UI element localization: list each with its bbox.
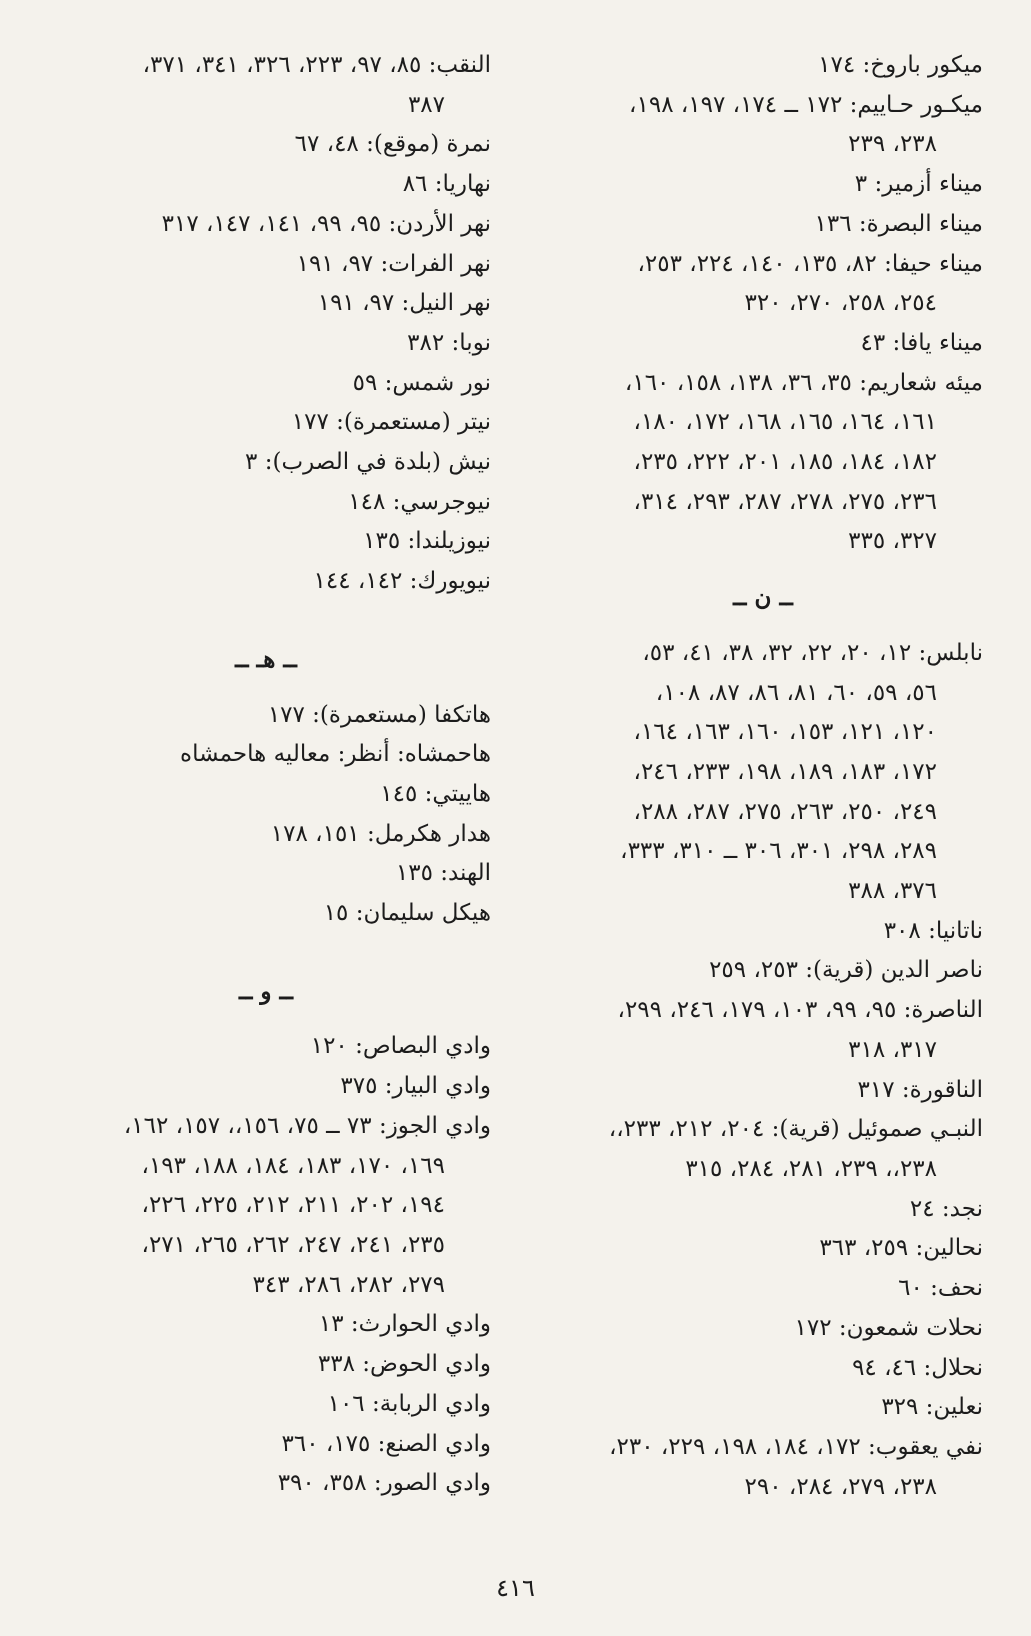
index-entry bbox=[41, 403, 491, 443]
entries-mim bbox=[543, 46, 983, 562]
index-entry-line: نحف: ٦٠ bbox=[898, 1275, 983, 1302]
index-entry-line: ميكور باروخ: ١٧٤ bbox=[818, 52, 983, 78]
index-entry-line: ميناء حيفا: ٨٢، ١٣٥، ١٤٠، ٢٢٤، ٢٥٣، bbox=[637, 250, 983, 277]
index-entry-continuation: ٢٣٥، ٢٤١، ٢٤٧، ٢٦٢، ٢٦٥، ٢٧١، bbox=[141, 1231, 445, 1258]
index-entry-line: وادي الحوض: ٣٣٨ bbox=[317, 1351, 491, 1378]
index-entry-line: نحلات شمعون: ١٧٢ bbox=[794, 1314, 983, 1341]
spacer bbox=[41, 602, 491, 624]
index-entry bbox=[543, 1071, 983, 1111]
index-entry-line: نابلس: ١٢، ٢٠، ٢٢، ٣٢، ٣٨، ٤١، ٥٣، bbox=[642, 639, 983, 666]
index-entry-line: نيويورك: ١٤٢، ١٤٤ bbox=[313, 568, 491, 595]
index-entry-line: وادي الصنع: ١٧٥، ٣٦٠ bbox=[281, 1430, 491, 1457]
index-entry-line: هاييتي: ١٤٥ bbox=[380, 780, 491, 807]
index-entry-continuation: ٢٣٨،، ٢٣٩، ٢٨١، ٢٨٤، ٣١٥ bbox=[685, 1155, 937, 1182]
index-entry bbox=[41, 1305, 491, 1345]
index-entry-line: وادي الصور: ٣٥٨، ٣٩٠ bbox=[277, 1470, 491, 1497]
index-entry bbox=[41, 775, 491, 815]
index-entry-continuation: ٢٣٨، ٢٧٩، ٢٨٤، ٢٩٠ bbox=[744, 1473, 937, 1500]
index-entry-line: نحالين: ٢٥٩، ٣٦٣ bbox=[819, 1235, 983, 1262]
index-entry bbox=[543, 1388, 983, 1428]
index-entry-line: ناتانيا: ٣٠٨ bbox=[883, 917, 983, 944]
index-entry bbox=[41, 1107, 491, 1306]
index-entry-continuation: ١٦١، ١٦٤، ١٦٥، ١٦٨، ١٧٢، ١٨٠، bbox=[633, 409, 937, 436]
index-entry bbox=[543, 1349, 983, 1389]
right-column bbox=[543, 46, 983, 1507]
index-entry bbox=[543, 951, 983, 991]
index-entry bbox=[543, 86, 983, 165]
index-entry bbox=[543, 1190, 983, 1230]
index-entry-line: نيوجرسي: ١٤٨ bbox=[348, 488, 491, 515]
entries-ha bbox=[41, 696, 491, 934]
index-entry bbox=[543, 46, 983, 86]
entries-nun-right bbox=[543, 634, 983, 1507]
index-entry-line: نور شمس: ٥٩ bbox=[352, 369, 491, 396]
index-entry-continuation: ٥٦، ٥٩، ٦٠، ٨١، ٨٦، ٨٧، ١٠٨، bbox=[655, 679, 937, 706]
index-entry bbox=[543, 1309, 983, 1349]
index-entry-line: وادي الحوارث: ١٣ bbox=[318, 1311, 491, 1338]
index-entry bbox=[543, 245, 983, 324]
index-entry bbox=[41, 46, 491, 125]
index-entry-continuation: ٣٢٧، ٣٣٥ bbox=[848, 528, 937, 555]
section-heading-ha: ــ هـ ــ bbox=[235, 645, 297, 673]
index-entry bbox=[543, 324, 983, 364]
index-entry-line: نهر الفرات: ٩٧، ١٩١ bbox=[296, 250, 491, 277]
index-entry bbox=[41, 1464, 491, 1504]
index-entry bbox=[41, 483, 491, 523]
index-entry bbox=[41, 1067, 491, 1107]
index-entry bbox=[41, 125, 491, 165]
index-entry-continuation: ٢٥٤، ٢٥٨، ٢٧٠، ٣٢٠ bbox=[744, 290, 937, 317]
left-column bbox=[41, 46, 491, 1504]
index-entry-line: وادي البصاص: ١٢٠ bbox=[310, 1033, 491, 1060]
index-entry bbox=[41, 1385, 491, 1425]
index-entry-line: نيوزيلندا: ١٣٥ bbox=[363, 528, 491, 555]
index-entry-continuation: ٢٨٩، ٢٩٨، ٣٠١، ٣٠٦ ــ ٣١٠، ٣٣٣، bbox=[620, 838, 937, 865]
index-entry-continuation: ٣٧٦، ٣٨٨ bbox=[848, 878, 937, 905]
index-entry-line: نهاريا: ٨٦ bbox=[402, 171, 491, 198]
page-number: ٤١٦ bbox=[496, 1574, 535, 1602]
index-entry-line: وادي الجوز: ٧٣ ــ ٧٥، ١٥٦،، ١٥٧، ١٦٢، bbox=[123, 1112, 491, 1139]
index-entry bbox=[41, 854, 491, 894]
index-entry-continuation: ٢٤٩، ٢٥٠، ٢٦٣، ٢٧٥، ٢٨٧، ٢٨٨، bbox=[633, 798, 937, 825]
index-entry-continuation: ١٦٩، ١٧٠، ١٨٣، ١٨٤، ١٨٨، ١٩٣، bbox=[141, 1152, 445, 1179]
index-entry-line: النبـي صموئيل (قرية): ٢٠٤، ٢١٢، ٢٣٣،، bbox=[608, 1116, 983, 1143]
index-entry-line: نهر النيل: ٩٧، ١٩١ bbox=[317, 290, 491, 317]
index-entry-line: نجد: ٢٤ bbox=[909, 1195, 983, 1222]
index-entry bbox=[41, 562, 491, 602]
index-entry-line: الهند: ١٣٥ bbox=[395, 860, 491, 887]
index-entry bbox=[543, 634, 983, 912]
index-entry-line: ميناء أزمير: ٣ bbox=[854, 171, 983, 198]
index-entry-continuation: ٣١٧، ٣١٨ bbox=[848, 1036, 937, 1063]
index-entry-continuation: ١٨٢، ١٨٤، ١٨٥، ٢٠١، ٢٢٢، ٢٣٥، bbox=[633, 449, 937, 476]
index-entry bbox=[41, 735, 491, 775]
index-entry bbox=[41, 1345, 491, 1385]
index-entry-line: نعلين: ٣٢٩ bbox=[881, 1394, 983, 1421]
index-entry-line: هاحمشاه: أنظر: معاليه هاحمشاه bbox=[180, 741, 491, 768]
index-entry-line: ميئه شعاريم: ٣٥، ٣٦، ١٣٨، ١٥٨، ١٦٠، bbox=[624, 369, 983, 396]
index-entry-line: هدار هكرمل: ١٥١، ١٧٨ bbox=[270, 820, 491, 847]
index-entry bbox=[41, 284, 491, 324]
index-entry bbox=[543, 1229, 983, 1269]
index-entry-continuation: ١٩٤، ٢٠٢، ٢١١، ٢١٢، ٢٢٥، ٢٢٦، bbox=[141, 1192, 445, 1219]
index-entry bbox=[543, 1428, 983, 1507]
index-entry bbox=[41, 815, 491, 855]
index-entry bbox=[41, 696, 491, 736]
index-entry bbox=[41, 443, 491, 483]
index-entry bbox=[543, 165, 983, 205]
entries-nun-left bbox=[41, 46, 491, 602]
index-entry-line: هاتكفا (مستعمرة): ١٧٧ bbox=[267, 701, 491, 728]
index-entry bbox=[41, 165, 491, 205]
index-entry-line: ميكـور حـاييم: ١٧٢ ــ ١٧٤، ١٩٧، ١٩٨، bbox=[629, 91, 983, 118]
index-entry-line: ميناء البصرة: ١٣٦ bbox=[814, 210, 983, 237]
index-entry bbox=[543, 1110, 983, 1189]
index-entry bbox=[41, 245, 491, 285]
index-entry bbox=[41, 205, 491, 245]
index-entry bbox=[41, 522, 491, 562]
index-entry-line: نهر الأردن: ٩٥، ٩٩، ١٤١، ١٤٧، ٣١٧ bbox=[161, 210, 491, 237]
index-entry-continuation: ١٧٢، ١٨٣، ١٨٩، ١٩٨، ٢٣٣، ٢٤٦، bbox=[633, 758, 937, 785]
index-entry bbox=[543, 991, 983, 1070]
index-entry bbox=[41, 1027, 491, 1067]
index-entry-line: الناقورة: ٣١٧ bbox=[857, 1076, 983, 1103]
index-entry-continuation: ٣٨٧ bbox=[407, 91, 445, 118]
index-entry-line: نيش (بلدة في الصرب): ٣ bbox=[245, 449, 491, 476]
index-entry bbox=[41, 1425, 491, 1465]
index-entry-line: ميناء يافا: ٤٣ bbox=[860, 329, 983, 356]
index-entry bbox=[41, 894, 491, 934]
index-entry-line: الناصرة: ٩٥، ٩٩، ١٠٣، ١٧٩، ٢٤٦، ٢٩٩، bbox=[617, 997, 983, 1024]
index-entry-line: هيكل سليمان: ١٥ bbox=[323, 900, 491, 927]
index-entry bbox=[543, 1269, 983, 1309]
index-entry-line: نفي يعقوب: ١٧٢، ١٨٤، ١٩٨، ٢٢٩، ٢٣٠، bbox=[609, 1433, 983, 1460]
index-entry-continuation: ٢٣٨، ٢٣٩ bbox=[848, 131, 937, 158]
entries-waw bbox=[41, 1027, 491, 1503]
index-entry bbox=[543, 205, 983, 245]
index-entry bbox=[41, 324, 491, 364]
index-entry-continuation: ٢٣٦، ٢٧٥، ٢٧٨، ٢٨٧، ٢٩٣، ٣١٤، bbox=[633, 488, 937, 515]
section-heading-nun: ــ ن ــ bbox=[733, 584, 793, 612]
index-entry-continuation: ١٢٠، ١٢١، ١٥٣، ١٦٠، ١٦٣، ١٦٤، bbox=[633, 719, 937, 746]
section-heading-waw: ــ و ــ bbox=[238, 977, 294, 1005]
index-entry-line: نيتر (مستعمرة): ١٧٧ bbox=[291, 409, 491, 436]
index-entry-line: وادي البيار: ٣٧٥ bbox=[340, 1073, 491, 1100]
index-entry-line: النقب: ٨٥، ٩٧، ٢٢٣، ٣٢٦، ٣٤١، ٣٧١، bbox=[142, 52, 491, 78]
index-entry-line: ناصر الدين (قرية): ٢٥٣، ٢٥٩ bbox=[709, 957, 983, 984]
spacer bbox=[41, 934, 491, 956]
index-entry-line: نمرة (موقع): ٤٨، ٦٧ bbox=[294, 131, 491, 158]
index-entry-continuation: ٢٧٩، ٢٨٢، ٢٨٦، ٣٤٣ bbox=[252, 1271, 445, 1298]
index-entry-line: نوبا: ٣٨٢ bbox=[407, 329, 491, 356]
index-entry-line: وادي الربابة: ١٠٦ bbox=[327, 1390, 491, 1417]
index-entry bbox=[543, 364, 983, 563]
index-entry bbox=[543, 912, 983, 952]
index-entry-line: نحلال: ٤٦، ٩٤ bbox=[852, 1354, 983, 1381]
index-entry bbox=[41, 364, 491, 404]
